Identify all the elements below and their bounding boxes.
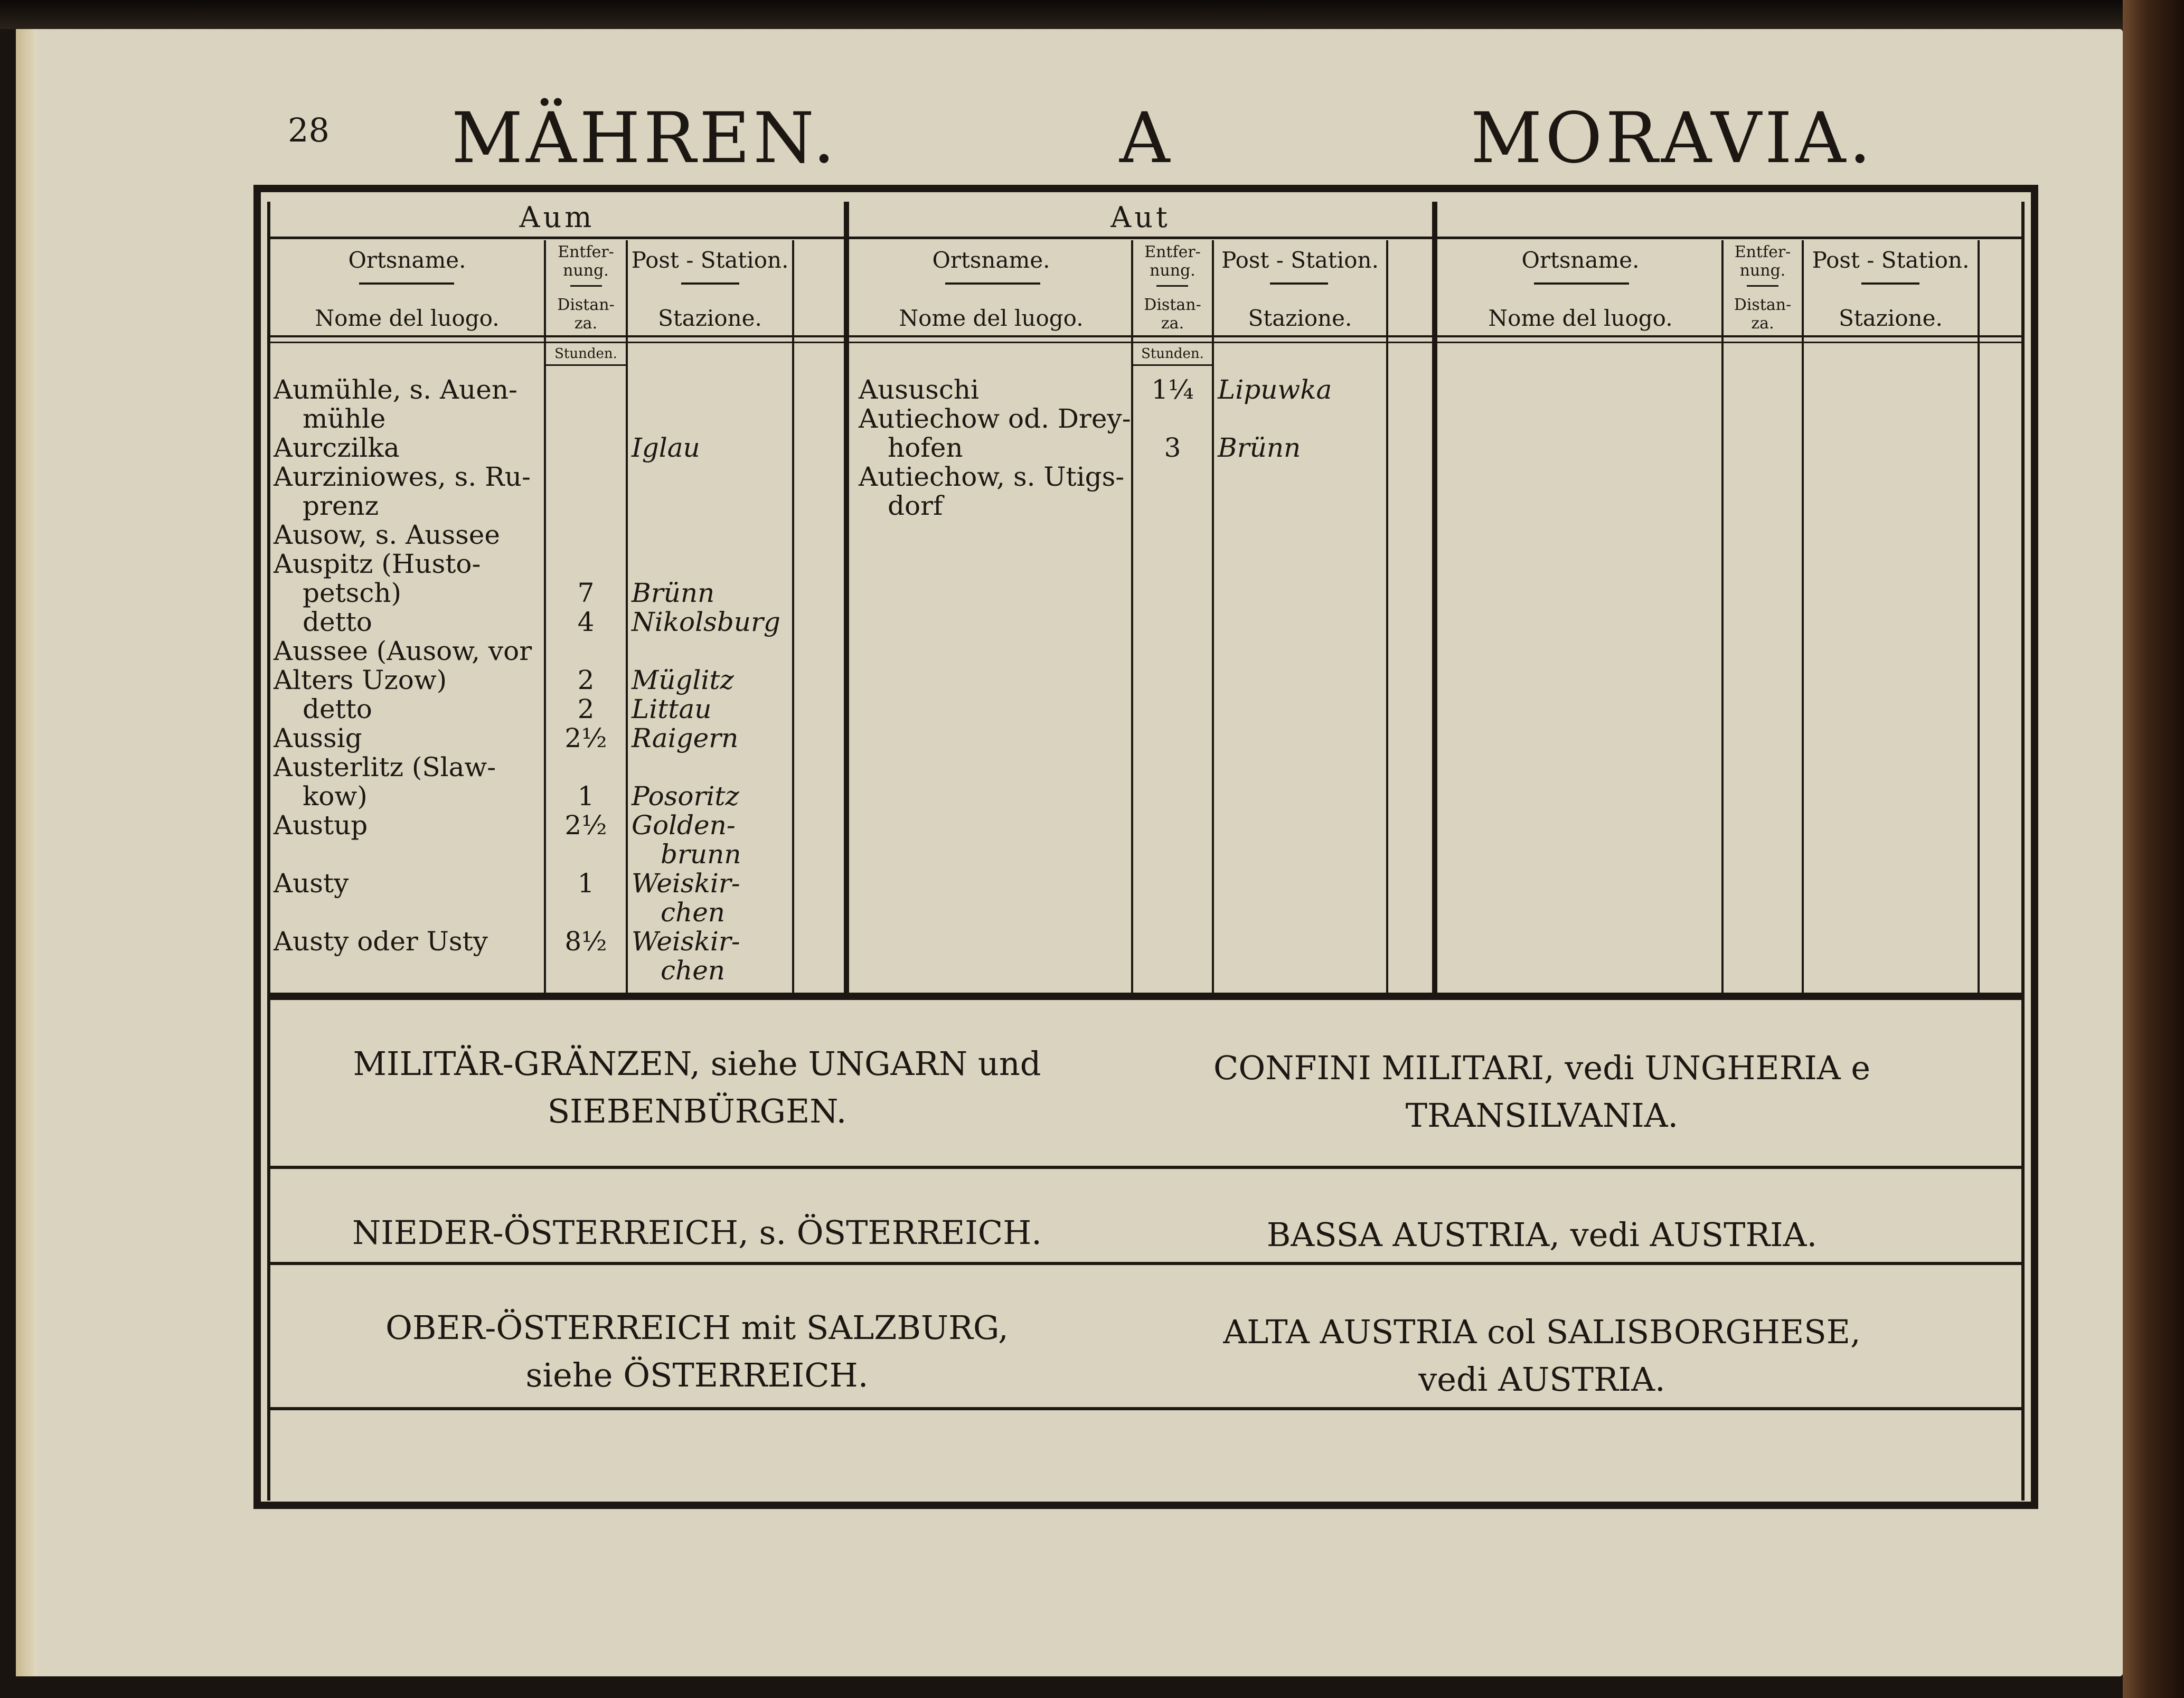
entry-name: mühle bbox=[303, 403, 386, 434]
entry-name: dorf bbox=[888, 490, 943, 521]
banner-2-german: NIEDER-ÖSTERREICH, s. ÖSTERREICH. bbox=[352, 1213, 1042, 1252]
header-rule bbox=[681, 282, 739, 285]
col-divider bbox=[1721, 240, 1724, 993]
header-rule bbox=[359, 282, 454, 285]
entry-name: Alters Uzow) bbox=[274, 665, 447, 695]
header-rule bbox=[570, 285, 602, 287]
header-post: Post - Station. bbox=[1812, 247, 1970, 273]
entry-distance: 1 bbox=[577, 781, 595, 812]
entry-post-station: Weiskir- bbox=[632, 926, 740, 957]
entry-post-station: Littau bbox=[632, 694, 712, 724]
entry-post-station: Müglitz bbox=[632, 665, 734, 695]
header-rule bbox=[1270, 282, 1328, 285]
header-top-rule bbox=[267, 237, 2025, 239]
banner-rule bbox=[267, 1166, 2025, 1169]
header-rule bbox=[945, 282, 1040, 285]
title-german: MÄHREN. bbox=[451, 98, 839, 179]
header-ortsname: Ortsname. bbox=[1521, 247, 1640, 273]
header-bottom-rule bbox=[267, 335, 2025, 337]
header-stazione: Stazione. bbox=[658, 305, 762, 331]
entry-name: Aumühle, s. Auen- bbox=[274, 374, 517, 405]
col-divider bbox=[1212, 240, 1214, 993]
col-divider bbox=[626, 240, 628, 993]
header-rule bbox=[1747, 285, 1778, 287]
entry-name: Ausow, s. Aussee bbox=[274, 520, 500, 550]
header-nome: Nome del luogo. bbox=[1488, 305, 1673, 331]
header-entfer: Entfer- nung. bbox=[558, 243, 614, 280]
entry-post-station: Posoritz bbox=[632, 781, 739, 812]
page-gutter bbox=[16, 29, 37, 1676]
entry-name: Autiechow od. Drey- bbox=[859, 403, 1131, 434]
entry-name: Aussee (Ausow, vor bbox=[274, 636, 532, 666]
entry-post-station: Iglau bbox=[632, 432, 700, 463]
entry-post-station: chen bbox=[661, 955, 725, 986]
entry-name: Austup bbox=[274, 810, 368, 841]
header-ortsname: Ortsname. bbox=[932, 247, 1050, 273]
col-divider bbox=[1386, 240, 1388, 993]
header-entfer: Entfer- nung. bbox=[1734, 243, 1791, 280]
banner-3-german: OBER-ÖSTERREICH mit SALZBURG, siehe ÖSTERREICH. bbox=[385, 1308, 1009, 1394]
header-rule bbox=[544, 364, 628, 366]
header-distan: Distan- za. bbox=[1144, 296, 1201, 333]
col-divider bbox=[792, 240, 794, 993]
entry-name: Aussig bbox=[274, 723, 362, 753]
entry-distance: 2½ bbox=[564, 723, 607, 753]
entry-distance: 2 bbox=[577, 665, 595, 695]
entry-post-station: Brünn bbox=[632, 578, 715, 608]
entry-name: petsch) bbox=[303, 578, 402, 608]
banner-top-rule bbox=[267, 993, 2025, 1000]
title-letter: A bbox=[1119, 98, 1173, 179]
inner-border-right bbox=[2021, 202, 2025, 1501]
entry-distance: 2 bbox=[577, 694, 595, 724]
entry-distance: 1¼ bbox=[1151, 374, 1194, 405]
entry-name: Austerlitz (Slaw- bbox=[274, 752, 496, 782]
header-rule bbox=[1131, 364, 1214, 366]
entry-name: Aurziniowes, s. Ru- bbox=[274, 461, 531, 492]
title-italian: MORAVIA. bbox=[1471, 98, 1875, 179]
col-divider bbox=[1978, 240, 1980, 993]
entry-name: Austy bbox=[274, 868, 349, 899]
header-post: Post - Station. bbox=[1221, 247, 1379, 273]
entry-name: Austy oder Usty bbox=[274, 926, 488, 957]
entry-distance: 3 bbox=[1164, 432, 1181, 463]
scan-top-edge bbox=[0, 0, 2184, 29]
banner-1-italian: CONFINI MILITARI, vedi UNGHERIA e TRANSILVANIA. bbox=[1213, 1049, 1871, 1135]
entry-distance: 7 bbox=[577, 578, 595, 608]
entry-name: hofen bbox=[888, 432, 963, 463]
header-rule bbox=[1156, 285, 1188, 287]
entry-post-station: Weiskir- bbox=[632, 868, 740, 899]
entry-name: kow) bbox=[303, 781, 368, 812]
entry-post-station: brunn bbox=[661, 839, 741, 870]
group-divider-1 bbox=[844, 202, 849, 994]
entry-post-station: Nikolsburg bbox=[632, 607, 780, 637]
header-stunden: Stunden. bbox=[554, 346, 617, 362]
entry-post-station: Lipuwka bbox=[1218, 374, 1332, 405]
header-stazione: Stazione. bbox=[1248, 305, 1352, 331]
entry-name: Auspitz (Husto- bbox=[274, 549, 481, 579]
entry-distance: 2½ bbox=[564, 810, 607, 841]
entry-post-station: Raigern bbox=[632, 723, 739, 753]
entry-post-station: chen bbox=[661, 897, 725, 928]
header-nome: Nome del luogo. bbox=[315, 305, 500, 331]
entry-distance: 4 bbox=[577, 607, 595, 637]
entry-name: detto bbox=[303, 694, 372, 724]
header-rule bbox=[1534, 282, 1629, 285]
group-left-label: Aum bbox=[519, 201, 595, 234]
header-stazione: Stazione. bbox=[1839, 305, 1943, 331]
entry-post-station: Golden- bbox=[632, 810, 736, 841]
page-number: 28 bbox=[288, 111, 330, 149]
header-stunden: Stunden. bbox=[1141, 346, 1204, 362]
entry-name: Aususchi bbox=[859, 374, 980, 405]
entry-distance: 1 bbox=[577, 868, 595, 899]
header-entfer: Entfer- nung. bbox=[1144, 243, 1201, 280]
entry-post-station: Brünn bbox=[1218, 432, 1301, 463]
book-cover-edge bbox=[2123, 0, 2184, 1698]
banner-rule bbox=[267, 1262, 2025, 1265]
entry-name: detto bbox=[303, 607, 372, 637]
entry-name: Autiechow, s. Utigs- bbox=[859, 461, 1125, 492]
banner-1-german: MILITÄR-GRÄNZEN, siehe UNGARN und SIEBENBÜRGEN. bbox=[353, 1044, 1041, 1130]
header-nome: Nome del luogo. bbox=[899, 305, 1084, 331]
col-divider bbox=[1802, 240, 1804, 993]
header-post: Post - Station. bbox=[631, 247, 789, 273]
banner-rule bbox=[267, 1407, 2025, 1410]
banner-3-italian: ALTA AUSTRIA col SALISBORGHESE, vedi AUSTRIA. bbox=[1223, 1313, 1861, 1399]
banner-2-italian: BASSA AUSTRIA, vedi AUSTRIA. bbox=[1266, 1215, 1818, 1254]
header-bottom-rule-2 bbox=[267, 342, 2025, 343]
entry-distance: 8½ bbox=[564, 926, 607, 957]
entry-name: prenz bbox=[303, 490, 379, 521]
inner-border-left bbox=[267, 202, 270, 1501]
entry-name: Aurczilka bbox=[274, 432, 400, 463]
header-rule bbox=[1861, 282, 1919, 285]
header-distan: Distan- za. bbox=[557, 296, 615, 333]
header-ortsname: Ortsname. bbox=[348, 247, 466, 273]
group-mid-label: Aut bbox=[1110, 201, 1171, 234]
group-divider-2 bbox=[1432, 202, 1437, 994]
header-distan: Distan- za. bbox=[1734, 296, 1792, 333]
